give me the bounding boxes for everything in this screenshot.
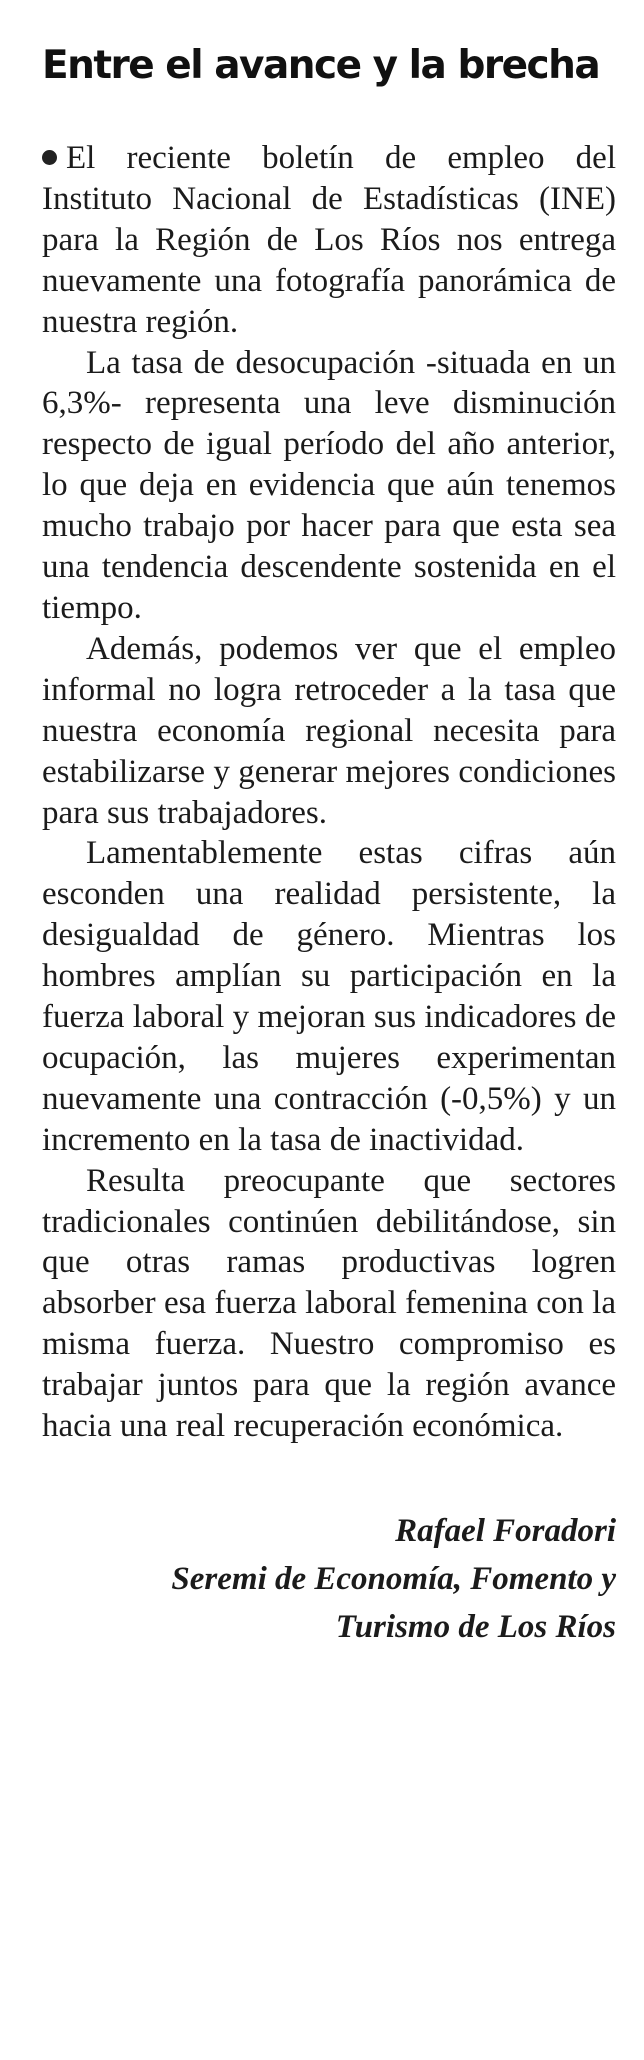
paragraph-3: Además, podemos ver que el empleo informal no logra retroceder a la tasa que nuestra economía regional necesita para estabilizarse y generar mejores condiciones para sus trabajadores.: [42, 630, 616, 831]
paragraph-2: La tasa de desocupación -situada en un 6,3%- representa una leve disminución respecto de igual período del año anterior, lo que deja en evidencia que aún tenemos mucho trabajo por hacer para que esta sea una tendencia descendente sostenida en el tiempo.: [42, 344, 616, 626]
author-name: Rafael Foradori: [395, 1513, 616, 1549]
bullet-icon: [42, 150, 57, 165]
paragraph-4: Lamentablemente estas cifras aún esconden una realidad persistente, la desigualdad de género. Mientras los hombres amplían su participación en la fuerza laboral y mejoran sus indicadores de ocupación, las mujeres experimentan nuevamente una contracción (-0,5%) y un incremento en la tasa de inactividad.: [42, 835, 616, 1158]
paragraph-1: [42, 138, 616, 343]
paragraph-1-text: El reciente boletín de empleo del Instituto Nacional de Estadísticas (INE) para la Región de Los Ríos nos entrega nuevamente una fotografía panorámica de nuestra región.: [42, 140, 616, 340]
opinion-column: [42, 40, 616, 1651]
author-title-line-1: Seremi de Economía, Fomento y: [171, 1561, 616, 1597]
article-headline: Entre el avance y la brecha: [42, 43, 600, 88]
article-body: [42, 138, 616, 1447]
author-title-line-2: Turismo de Los Ríos: [335, 1609, 616, 1645]
paragraph-5: Resulta preocupante que sectores tradicionales continúen debilitándose, sin que otras ramas productivas logren absorber esa fuerza laboral femenina con la misma fuerza. Nuestro compromiso es trabajar juntos para que la región avance hacia una real recuperación económica.: [42, 1162, 616, 1445]
author-signature: [42, 1507, 616, 1651]
